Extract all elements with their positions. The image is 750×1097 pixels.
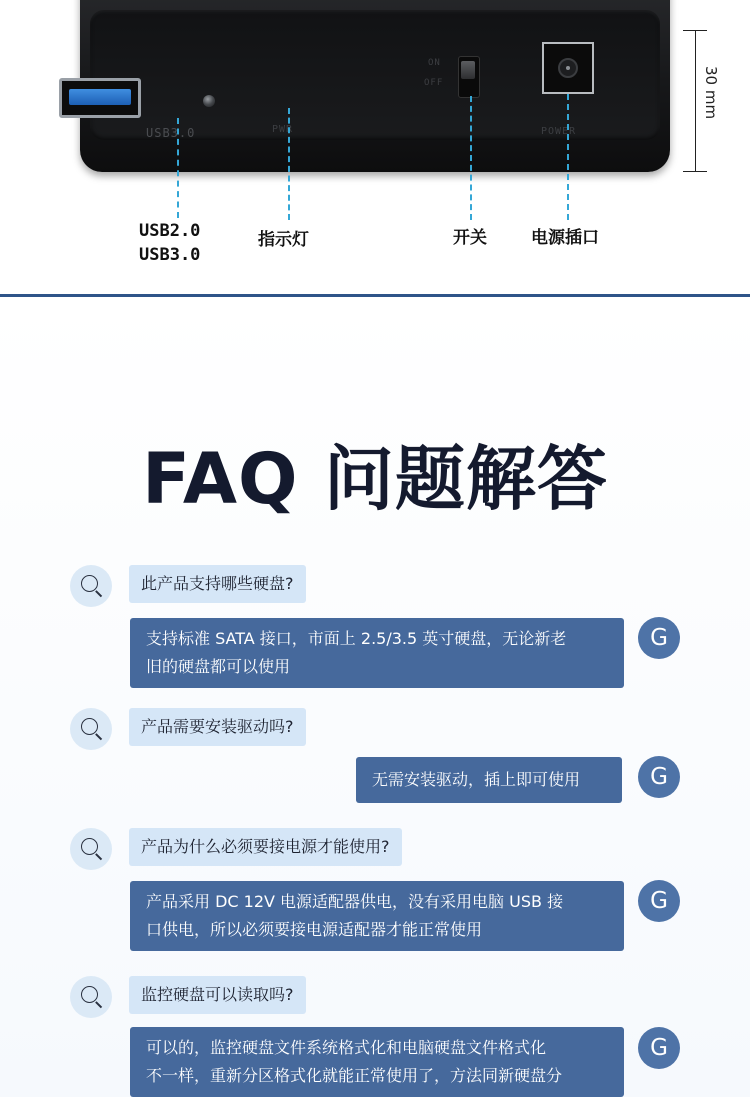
usb-callout	[139, 219, 200, 267]
answer-avatar: G	[638, 617, 680, 659]
power-switch	[458, 56, 480, 98]
question-avatar	[70, 976, 112, 1018]
power-callout: 电源插口	[531, 228, 599, 248]
faq-title: FAQ 问题解答	[142, 438, 608, 520]
usb-port-label: USB3.0	[146, 126, 196, 140]
question-bubble-1: 此产品支持哪些硬盘?	[129, 565, 306, 603]
dc-power-pin	[566, 66, 570, 70]
answer-avatar: G	[638, 756, 680, 798]
indicator-led	[203, 95, 215, 107]
answer-bubble-2	[356, 757, 622, 803]
faq-section	[0, 297, 750, 1097]
answer-4-line-1: 可以的，监控硬盘文件系统格式化和电脑硬盘文件格式化	[146, 1038, 547, 1057]
switch-callout: 开关	[453, 228, 487, 248]
answer-avatar: G	[638, 880, 680, 922]
product-panel-section	[0, 0, 750, 296]
answer-3-line-2: 口供电，所以必须要接电源适配器才能正常使用	[146, 920, 483, 939]
question-bubble-2: 产品需要安装驱动吗?	[129, 708, 306, 746]
dc-power-port	[542, 42, 594, 94]
answer-3-line-1: 产品采用 DC 12V 电源适配器供电，没有采用电脑 USB 接	[146, 892, 564, 911]
led-label: PWR	[272, 124, 294, 135]
indicator-callout: 指示灯	[258, 230, 309, 250]
question-avatar	[70, 828, 112, 870]
answer-2-line-1: 无需安装驱动，插上即可使用	[372, 770, 581, 789]
usb2-callout-text: USB2.0	[139, 221, 201, 241]
power-guide-line	[567, 94, 569, 220]
answer-1-line-1: 支持标准 SATA 接口，市面上 2.5/3.5 英寸硬盘，无论新老	[146, 629, 567, 648]
switch-off-label: OFF	[424, 78, 444, 88]
usb3-callout-text: USB3.0	[139, 245, 201, 265]
answer-bubble-1	[130, 618, 624, 688]
answer-bubble-3	[130, 881, 624, 951]
dimension-label: 30 mm	[702, 66, 720, 120]
indicator-guide-line	[288, 108, 290, 220]
dimension-top-tick	[683, 30, 707, 31]
answer-bubble-4	[130, 1027, 624, 1097]
power-port-label: POWER	[541, 126, 577, 137]
answer-4-line-2: 不一样，重新分区格式化就能正常使用了，方法同新硬盘分	[146, 1066, 563, 1085]
dimension-line	[695, 30, 696, 172]
question-avatar	[70, 565, 112, 607]
power-switch-knob	[461, 61, 475, 79]
dc-power-hole	[558, 58, 578, 78]
usb-guide-line	[177, 118, 179, 218]
answer-avatar: G	[638, 1027, 680, 1069]
usb-port-tongue	[69, 89, 131, 105]
dimension-bottom-tick	[683, 171, 707, 172]
switch-on-label: ON	[428, 58, 441, 68]
question-bubble-3: 产品为什么必须要接电源才能使用?	[129, 828, 402, 866]
question-bubble-4: 监控硬盘可以读取吗?	[129, 976, 306, 1014]
switch-guide-line	[470, 96, 472, 220]
usb-port	[59, 78, 141, 118]
answer-1-line-2: 旧的硬盘都可以使用	[146, 657, 291, 676]
question-avatar	[70, 708, 112, 750]
